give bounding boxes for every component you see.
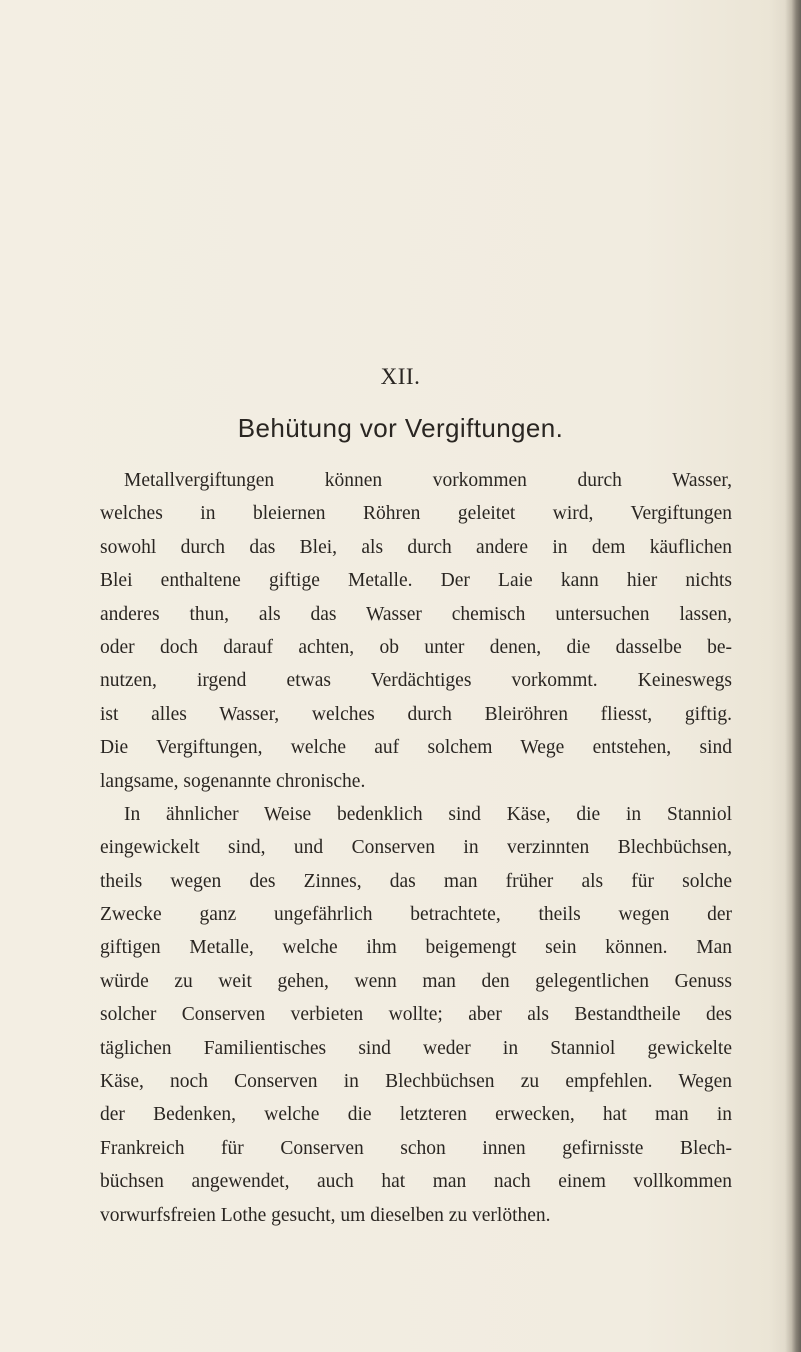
chapter-title: Behütung vor Vergiftungen. [237, 413, 564, 443]
text-line: Frankreich für Conserven schon innen gefirnisste Blech- [100, 1137, 732, 1159]
text-line: Die Vergiftungen, welche auf solchem Wege entstehen, sind [100, 737, 732, 759]
paragraph-1 [100, 464, 732, 798]
text-line: Metallvergiftungen können vorkommen durch Wasser, [124, 470, 732, 491]
text-line: In ähnlicher Weise bedenklich sind Käse, die in Stanniol [124, 803, 732, 825]
text-line: oder doch darauf achten, ob unter denen, die dasselbe be- [100, 636, 732, 658]
text-line: giftigen Metalle, welche ihm beigemengt sein können. Man [100, 937, 732, 959]
text-line: Blei enthaltene giftige Metalle. Der Laie kann hier nichts [100, 570, 732, 592]
text-line: ist alles Wasser, welches durch Bleiröhren fliesst, giftig. [100, 703, 732, 725]
text-line: solcher Conserven verbieten wollte; aber als Bestandtheile des [100, 1004, 732, 1026]
text-line: der Bedenken, welche die letzteren erwecken, hat man in [100, 1104, 732, 1126]
text-line: nutzen, irgend etwas Verdächtiges vorkommt. Keineswegs [100, 670, 732, 692]
text-line: theils wegen des Zinnes, das man früher als für solche [100, 870, 732, 892]
text-line: Zwecke ganz ungefährlich betrachtete, theils wegen der [100, 904, 732, 926]
text-line: täglichen Familientisches sind weder in Stanniol gewickelte [100, 1037, 732, 1059]
text-line: langsame, sogenannte chronische. [100, 770, 366, 792]
text-line: welches in bleiernen Röhren geleitet wird, Vergiftungen [100, 503, 732, 525]
text-line: anderes thun, als das Wasser chemisch untersuchen lassen, [100, 603, 732, 625]
text-line: eingewickelt sind, und Conserven in verzinnten Blechbüchsen, [100, 837, 732, 859]
text-line: sowohl durch das Blei, als durch andere in dem käuflichen [100, 536, 732, 558]
text-line: Käse, noch Conserven in Blechbüchsen zu empfehlen. Wegen [100, 1071, 732, 1093]
chapter-number: XII. [380, 364, 421, 389]
text-line: würde zu weit gehen, wenn man den gelegentlichen Genuss [100, 970, 732, 992]
body-text [100, 464, 732, 1232]
text-line: büchsen angewendet, auch hat man nach einem vollkommen [100, 1171, 732, 1193]
page-edge-shadow [785, 0, 801, 1352]
paragraph-2 [100, 798, 732, 1232]
text-line: vorwurfsfreien Lothe gesucht, um dieselben zu verlöthen. [100, 1204, 551, 1226]
